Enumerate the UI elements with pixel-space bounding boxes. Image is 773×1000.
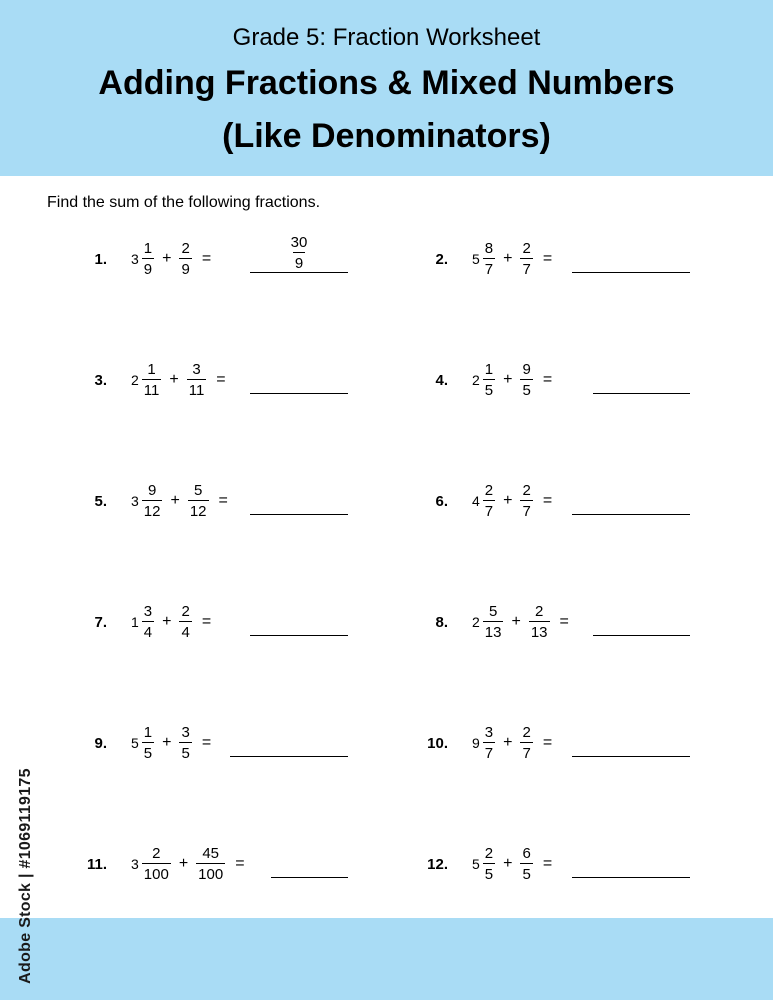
numerator: 45	[202, 845, 220, 862]
worksheet-subtitle: Grade 5: Fraction Worksheet	[232, 24, 541, 51]
problem-1	[77, 229, 221, 289]
numerator: 9	[522, 361, 531, 378]
problem-11	[77, 834, 255, 894]
second-fraction	[520, 362, 532, 398]
problem-12	[418, 834, 562, 894]
problem-number: 10.	[427, 734, 448, 752]
problem-10	[418, 713, 562, 773]
first-fraction	[142, 241, 154, 277]
second-fraction	[196, 846, 225, 882]
plus-sign: +	[162, 250, 172, 267]
problem-number: 1.	[94, 250, 107, 268]
first-fraction	[483, 846, 495, 882]
fraction-expression	[472, 725, 562, 761]
first-fraction	[142, 362, 162, 398]
numerator: 2	[152, 845, 161, 862]
denominator: 100	[142, 863, 171, 882]
numerator: 3	[484, 724, 494, 741]
second-fraction	[179, 725, 191, 761]
plus-sign: +	[170, 492, 180, 509]
whole-number: 5	[472, 251, 480, 267]
whole-number: 3	[131, 856, 139, 872]
answer-blank-5[interactable]	[250, 484, 348, 515]
numerator: 1	[143, 724, 153, 741]
fraction-expression	[472, 241, 562, 277]
second-fraction	[520, 846, 532, 882]
whole-number: 5	[131, 735, 139, 751]
denominator: 9	[142, 258, 154, 277]
numerator: 2	[181, 240, 190, 257]
stock-id-label: Adobe Stock | #1069119175	[17, 768, 34, 984]
problem-9	[77, 713, 221, 773]
numerator: 2	[522, 482, 531, 499]
whole-number: 9	[472, 735, 480, 751]
problem-7	[77, 592, 221, 652]
equals-sign: =	[218, 492, 228, 509]
problem-number: 11.	[86, 855, 107, 873]
numerator: 2	[535, 603, 544, 620]
answer-blank-6[interactable]	[572, 484, 690, 515]
answer-fraction	[289, 235, 310, 271]
whole-number: 2	[472, 372, 480, 388]
whole-number: 3	[131, 493, 139, 509]
problem-number: 9.	[94, 734, 107, 752]
numerator: 5	[488, 603, 498, 620]
first-fraction	[142, 483, 163, 519]
plus-sign: +	[178, 855, 189, 872]
problem-4	[418, 350, 562, 410]
whole-number: 2	[472, 614, 480, 630]
equals-sign: =	[542, 855, 553, 872]
denominator: 13	[529, 621, 550, 640]
equals-sign: =	[542, 371, 553, 388]
problem-number: 2.	[435, 250, 448, 268]
first-fraction	[142, 725, 154, 761]
denominator: 7	[520, 258, 532, 277]
plus-sign: +	[503, 855, 513, 872]
denominator: 5	[179, 742, 191, 761]
problem-number: 12.	[427, 855, 448, 873]
problem-6	[418, 471, 562, 531]
plus-sign: +	[503, 371, 513, 388]
problem-number: 5.	[94, 492, 107, 510]
problem-number: 6.	[435, 492, 448, 510]
answer-blank-10[interactable]	[572, 726, 690, 757]
second-fraction	[529, 604, 550, 640]
plus-sign: +	[503, 492, 513, 509]
equals-sign: =	[201, 734, 212, 751]
denominator: 11	[142, 379, 162, 398]
fraction-expression	[472, 604, 579, 640]
fraction-expression	[131, 604, 221, 640]
whole-number: 3	[131, 251, 139, 267]
denominator: 9	[179, 258, 191, 277]
denominator: 100	[196, 863, 225, 882]
second-fraction	[520, 725, 532, 761]
problem-3	[77, 350, 236, 410]
worksheet-title-line2: (Like Denominators)	[222, 117, 551, 155]
fraction-expression	[472, 483, 562, 519]
numerator: 2	[484, 845, 494, 862]
first-fraction	[483, 362, 495, 398]
answer-blank-9[interactable]	[230, 726, 348, 757]
denominator: 12	[188, 500, 209, 519]
numerator: 2	[181, 603, 190, 620]
denominator: 5	[142, 742, 154, 761]
equals-sign: =	[542, 734, 553, 751]
denominator: 4	[179, 621, 191, 640]
numerator: 2	[484, 482, 494, 499]
second-fraction	[520, 241, 532, 277]
denominator: 7	[483, 500, 495, 519]
denominator: 5	[520, 379, 532, 398]
numerator: 5	[194, 482, 203, 499]
problem-8	[418, 592, 579, 652]
problem-number: 8.	[435, 613, 448, 631]
second-fraction	[179, 241, 191, 277]
plus-sign: +	[162, 734, 172, 751]
fraction-expression	[131, 846, 255, 882]
first-fraction	[142, 846, 171, 882]
denominator: 7	[483, 742, 495, 761]
equals-sign: =	[542, 492, 553, 509]
denominator: 9	[293, 252, 305, 271]
numerator: 2	[522, 240, 531, 257]
first-fraction	[483, 725, 495, 761]
whole-number: 2	[131, 372, 139, 388]
fraction-expression	[131, 241, 221, 277]
numerator: 1	[484, 361, 494, 378]
first-fraction	[483, 241, 495, 277]
second-fraction	[187, 362, 207, 398]
numerator: 3	[143, 603, 153, 620]
denominator: 11	[187, 379, 207, 398]
numerator: 8	[484, 240, 494, 257]
numerator: 1	[147, 361, 156, 378]
plus-sign: +	[503, 250, 513, 267]
numerator: 9	[147, 482, 157, 499]
second-fraction	[188, 483, 209, 519]
answer-blank-11[interactable]	[271, 847, 348, 878]
denominator: 7	[520, 500, 532, 519]
denominator: 4	[142, 621, 154, 640]
plus-sign: +	[169, 371, 179, 388]
denominator: 7	[520, 742, 532, 761]
whole-number: 4	[472, 493, 480, 509]
instructions-text: Find the sum of the following fractions.	[47, 194, 321, 211]
problem-2	[418, 229, 562, 289]
whole-number: 1	[131, 614, 139, 630]
answer-blank-12[interactable]	[572, 847, 690, 878]
whole-number: 5	[472, 856, 480, 872]
numerator: 2	[522, 724, 531, 741]
second-fraction	[520, 483, 532, 519]
fraction-expression	[131, 362, 236, 398]
denominator: 12	[142, 500, 163, 519]
answer-blank-3[interactable]	[250, 363, 348, 394]
equals-sign: =	[201, 613, 212, 630]
equals-sign: =	[216, 371, 226, 388]
fraction-expression	[131, 483, 238, 519]
equals-sign: =	[201, 250, 212, 267]
fraction-expression	[472, 846, 562, 882]
fraction-expression	[472, 362, 562, 398]
numerator: 6	[522, 845, 531, 862]
answer-blank-8[interactable]	[593, 605, 690, 636]
problem-5	[77, 471, 238, 531]
denominator: 5	[483, 863, 495, 882]
second-fraction	[179, 604, 191, 640]
problem-number: 3.	[94, 371, 107, 389]
plus-sign: +	[511, 613, 521, 630]
footer-band	[0, 918, 773, 1000]
numerator: 3	[192, 361, 201, 378]
problem-number: 7.	[94, 613, 107, 631]
first-fraction	[483, 604, 504, 640]
numerator: 30	[290, 234, 308, 251]
worksheet-title-line1: Adding Fractions & Mixed Numbers	[98, 64, 675, 102]
answer-blank-4[interactable]	[593, 363, 690, 394]
first-fraction	[483, 483, 495, 519]
problem-number: 4.	[435, 371, 448, 389]
answer-blank-7[interactable]	[250, 605, 348, 636]
denominator: 7	[483, 258, 495, 277]
equals-sign: =	[235, 855, 245, 872]
answer-blank-1[interactable]	[250, 226, 348, 273]
equals-sign: =	[559, 613, 569, 630]
answer-blank-2[interactable]	[572, 242, 690, 273]
denominator: 5	[520, 863, 532, 882]
plus-sign: +	[503, 734, 513, 751]
first-fraction	[142, 604, 154, 640]
denominator: 13	[483, 621, 504, 640]
equals-sign: =	[542, 250, 553, 267]
fraction-expression	[131, 725, 221, 761]
plus-sign: +	[162, 613, 172, 630]
numerator: 1	[143, 240, 153, 257]
numerator: 3	[181, 724, 190, 741]
denominator: 5	[483, 379, 495, 398]
